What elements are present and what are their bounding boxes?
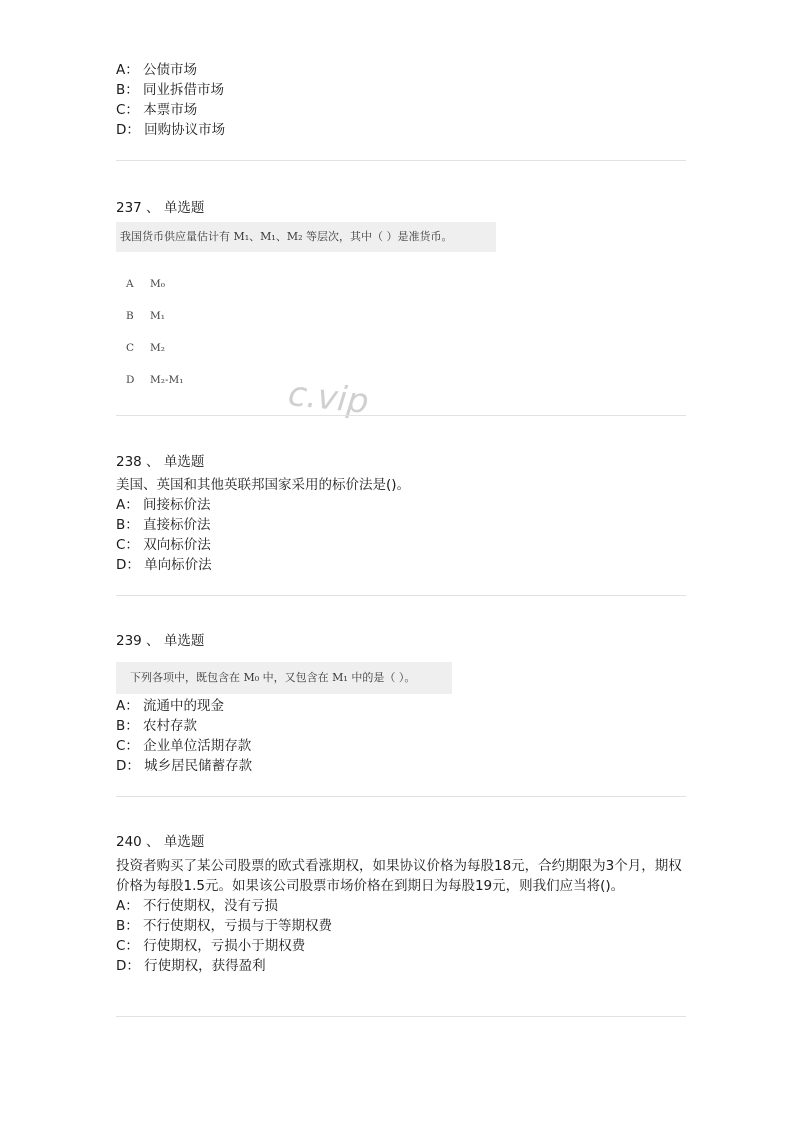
option-text: M₁: [150, 310, 165, 322]
option-text: M₀: [150, 278, 165, 290]
q236-options: [116, 60, 686, 140]
q239-option-b: B： 农村存款: [116, 718, 198, 734]
q237-option-c: [126, 342, 165, 354]
q236-option-c: C： 本票市场: [116, 102, 198, 118]
option-letter: A: [126, 278, 134, 290]
q238-heading: 238 、 单选题: [116, 454, 205, 470]
q237-option-d: [126, 374, 183, 386]
q236-option-a: A： 公债市场: [116, 62, 198, 78]
q236-option-b: B： 同业拆借市场: [116, 82, 225, 98]
q240-option-b: B： 不行使期权，亏损与于等期权费: [116, 918, 333, 934]
option-text: M₂: [150, 342, 165, 354]
divider: [116, 595, 686, 596]
q240-question-text: 投资者购买了某公司股票的欧式看涨期权，如果协议价格为每股18元，合约期限为3个月，期权价格为每股1.5元。如果该公司股票市场价格在到期日为每股19元，则我们应当将()。: [116, 858, 682, 894]
q237-question-image: 我国货币供应量估计有 M₁、M₁、M₂ 等层次，其中（ ）是准货币。: [116, 222, 496, 252]
q236-option-d: D： 回购协议市场: [116, 122, 226, 138]
q240-option-a: A： 不行使期权，没有亏损: [116, 898, 279, 914]
q238-question-text: 美国、英国和其他英联邦国家采用的标价法是()。: [116, 477, 411, 493]
q240-option-c: C： 行使期权，亏损小于期权费: [116, 938, 306, 954]
q237-heading: 237 、 单选题: [116, 200, 205, 216]
q238-option-d: D： 单向标价法: [116, 557, 212, 573]
divider: [116, 415, 686, 416]
q240-option-d: D： 行使期权，获得盈利: [116, 958, 266, 974]
watermark: c.vip: [286, 373, 371, 423]
q238-option-a: A： 间接标价法: [116, 497, 211, 513]
divider: [116, 796, 686, 797]
option-letter: D: [126, 374, 135, 386]
q238-option-c: C： 双向标价法: [116, 537, 211, 553]
divider: [116, 1016, 686, 1017]
q237-option-a: [126, 278, 165, 290]
q239-heading: 239 、 单选题: [116, 633, 205, 649]
divider: [116, 160, 686, 161]
option-text: M₂-M₁: [150, 374, 184, 386]
q239-question-image: 下列各项中，既包含在 M₀ 中，又包含在 M₁ 中的是（ ）。: [116, 662, 452, 694]
q240-body: [116, 856, 686, 976]
q239-option-d: D： 城乡居民储蓄存款: [116, 758, 253, 774]
option-letter: B: [126, 310, 134, 322]
option-letter: C: [126, 342, 135, 354]
q238-option-b: B： 直接标价法: [116, 517, 211, 533]
q239-option-c: C： 企业单位活期存款: [116, 738, 252, 754]
q237-option-b: [126, 310, 165, 322]
q238-body: [116, 475, 686, 575]
q239-options: [116, 696, 686, 776]
q240-heading: 240 、 单选题: [116, 834, 205, 850]
q239-option-a: A： 流通中的现金: [116, 698, 225, 714]
